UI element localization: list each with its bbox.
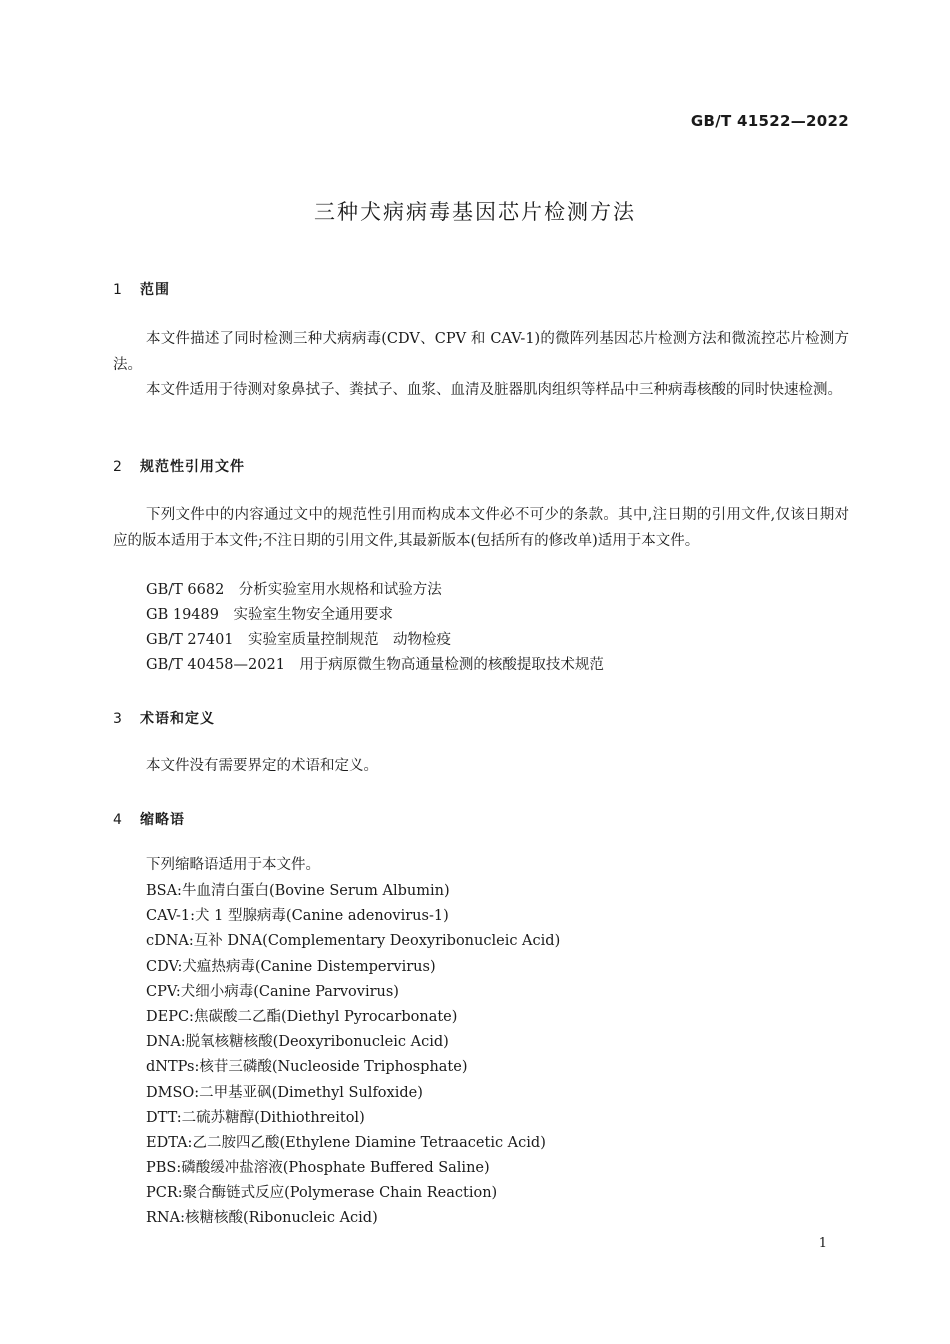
reference-item: GB/T 6682 分析实验室用水规格和试验方法 bbox=[146, 582, 442, 598]
paragraph: 本文件适用于待测对象鼻拭子、粪拭子、血浆、血清及脏器肌肉组织等样品中三种病毒核酸的同时快速检测。 bbox=[146, 382, 842, 398]
list-item: CAV-1:犬 1 型腺病毒(Canine adenovirus-1) bbox=[146, 908, 449, 925]
section-2-heading bbox=[113, 456, 245, 476]
section-number: 1 bbox=[113, 282, 123, 298]
list-item: DMSO:二甲基亚砜(Dimethyl Sulfoxide) bbox=[146, 1084, 423, 1101]
page-number: 1 bbox=[818, 1236, 827, 1251]
list-item: dNTPs:核苷三磷酸(Nucleoside Triphosphate) bbox=[146, 1059, 468, 1076]
section-3-heading bbox=[113, 708, 215, 728]
list-item: DTT:二硫苏糖醇(Dithiothreitol) bbox=[146, 1109, 365, 1126]
section-number: 4 bbox=[113, 812, 123, 828]
section-number: 3 bbox=[113, 711, 123, 727]
section-number: 2 bbox=[113, 459, 123, 475]
reference-item: GB/T 27401 实验室质量控制规范 动物检疫 bbox=[146, 632, 452, 648]
list-item: RNA:核糖核酸(Ribonucleic Acid) bbox=[146, 1210, 378, 1227]
section-4-heading bbox=[113, 809, 185, 829]
list-item: EDTA:乙二胺四乙酸(Ethylene Diamine Tetraacetic Acid) bbox=[146, 1134, 546, 1151]
list-item: cDNA:互补 DNA(Complementary Deoxyribonucleic Acid) bbox=[146, 933, 561, 950]
list-item: PBS:磷酸缓冲盐溶液(Phosphate Buffered Saline) bbox=[146, 1160, 490, 1177]
list-item: CDV:犬瘟热病毒(Canine Distempervirus) bbox=[146, 958, 436, 975]
list-item: BSA:牛血清白蛋白(Bovine Serum Albumin) bbox=[146, 883, 450, 899]
section-title: 规范性引用文件 bbox=[140, 459, 245, 475]
paragraph: 本文件描述了同时检测三种犬病病毒(CDV、CPV 和 CAV-1)的微阵列基因芯片检测方法和微流控芯片检测方法。 bbox=[113, 331, 849, 373]
reference-item: GB/T 40458—2021 用于病原微生物高通量检测的核酸提取技术规范 bbox=[146, 657, 604, 673]
list-item: DEPC:焦碳酸二乙酯(Diethyl Pyrocarbonate) bbox=[146, 1008, 458, 1025]
paragraph: 本文件没有需要界定的术语和定义。 bbox=[146, 758, 378, 774]
abbreviation-list bbox=[146, 879, 560, 1232]
list-item: CPV:犬细小病毒(Canine Parvovirus) bbox=[146, 983, 399, 1000]
document-title: 三种犬病病毒基因芯片检测方法 bbox=[314, 200, 636, 224]
section-title: 缩略语 bbox=[140, 812, 185, 828]
section-title: 范围 bbox=[140, 282, 170, 298]
list-item: DNA:脱氧核糖核酸(Deoxyribonucleic Acid) bbox=[146, 1034, 449, 1051]
paragraph: 下列缩略语适用于本文件。 bbox=[146, 857, 320, 873]
list-item: PCR:聚合酶链式反应(Polymerase Chain Reaction) bbox=[146, 1185, 498, 1202]
paragraph: 下列文件中的内容通过文中的规范性引用而构成本文件必不可少的条款。其中,注日期的引用文件,仅该日期对应的版本适用于本文件;不注日期的引用文件,其最新版本(包括所有的修改单)适用于本文件。 bbox=[113, 507, 849, 549]
reference-item: GB 19489 实验室生物安全通用要求 bbox=[146, 607, 393, 623]
section-1-heading bbox=[113, 279, 170, 299]
standard-number: GB/T 41522—2022 bbox=[690, 112, 849, 130]
section-title: 术语和定义 bbox=[140, 711, 215, 727]
